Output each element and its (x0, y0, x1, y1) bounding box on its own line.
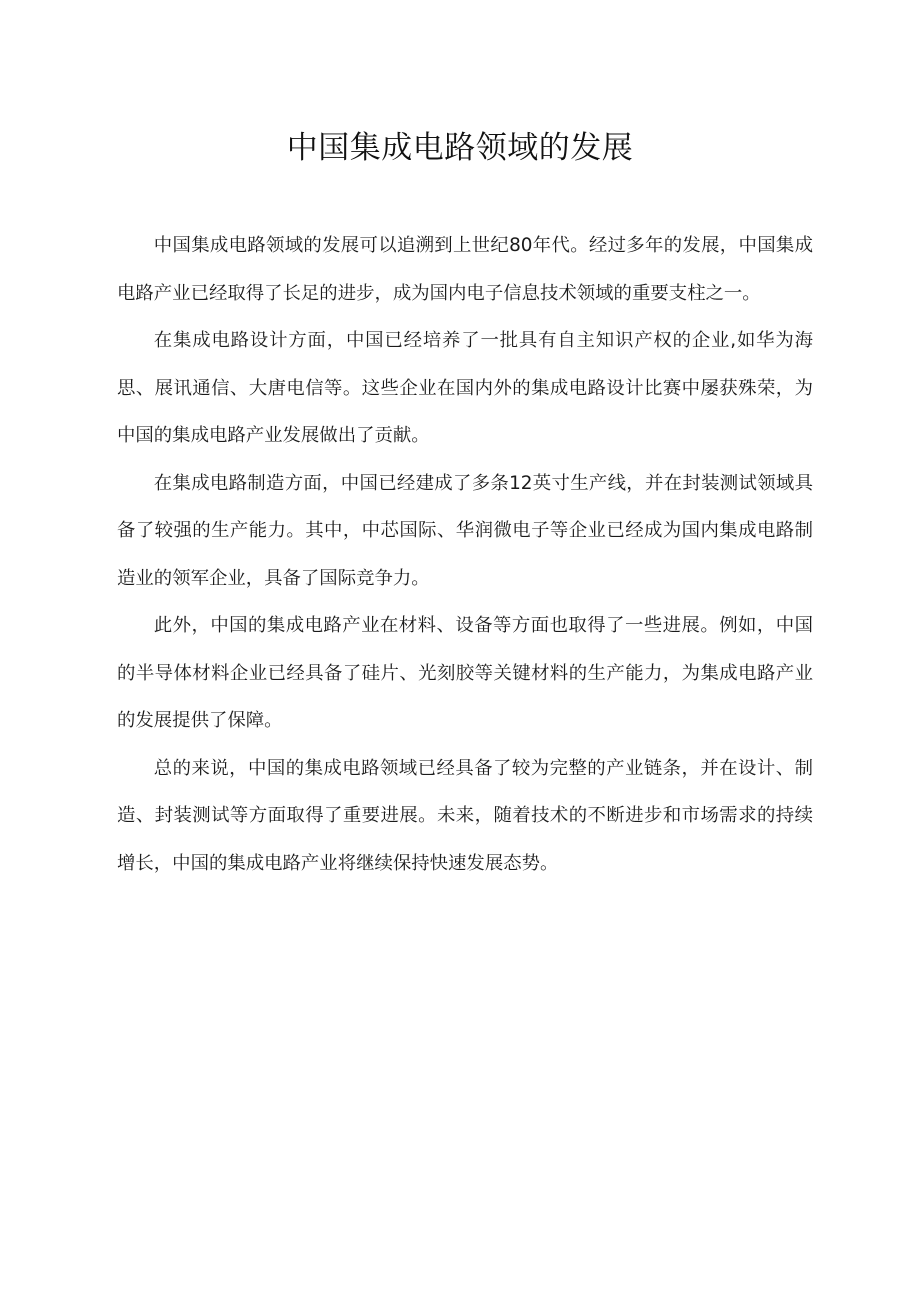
paragraph-intro: 中国集成电路领域的发展可以追溯到上世纪80年代。经过多年的发展，中国集成电路产业已经取得了长足的进步，成为国内电子信息技术领域的重要支柱之一。 (117, 235, 813, 304)
paragraph-manufacturing: 在集成电路制造方面，中国已经建成了多条12英寸生产线，并在封装测试领域具备了较强的生产能力。其中，中芯国际、华润微电子等企业已经成为国内集成电路制造业的领军企业，具备了国际竞争力。 (117, 472, 813, 589)
document-body (117, 222, 813, 887)
document-title: 中国集成电路领域的发展 (286, 130, 634, 166)
paragraph-summary: 总的来说，中国的集成电路领域已经具备了较为完整的产业链条，并在设计、制造、封装测试等方面取得了重要进展。未来，随着技术的不断进步和市场需求的持续增长，中国的集成电路产业将继续保持快速发展态势。 (117, 757, 813, 874)
paragraph-materials: 此外，中国的集成电路产业在材料、设备等方面也取得了一些进展。例如，中国的半导体材料企业已经具备了硅片、光刻胶等关键材料的生产能力，为集成电路产业的发展提供了保障。 (117, 615, 813, 731)
paragraph-design: 在集成电路设计方面，中国已经培养了一批具有自主知识产权的企业,如华为海思、展讯通信、大唐电信等。这些企业在国内外的集成电路设计比赛中屡获殊荣，为中国的集成电路产业发展做出了贡献。 (117, 330, 813, 446)
